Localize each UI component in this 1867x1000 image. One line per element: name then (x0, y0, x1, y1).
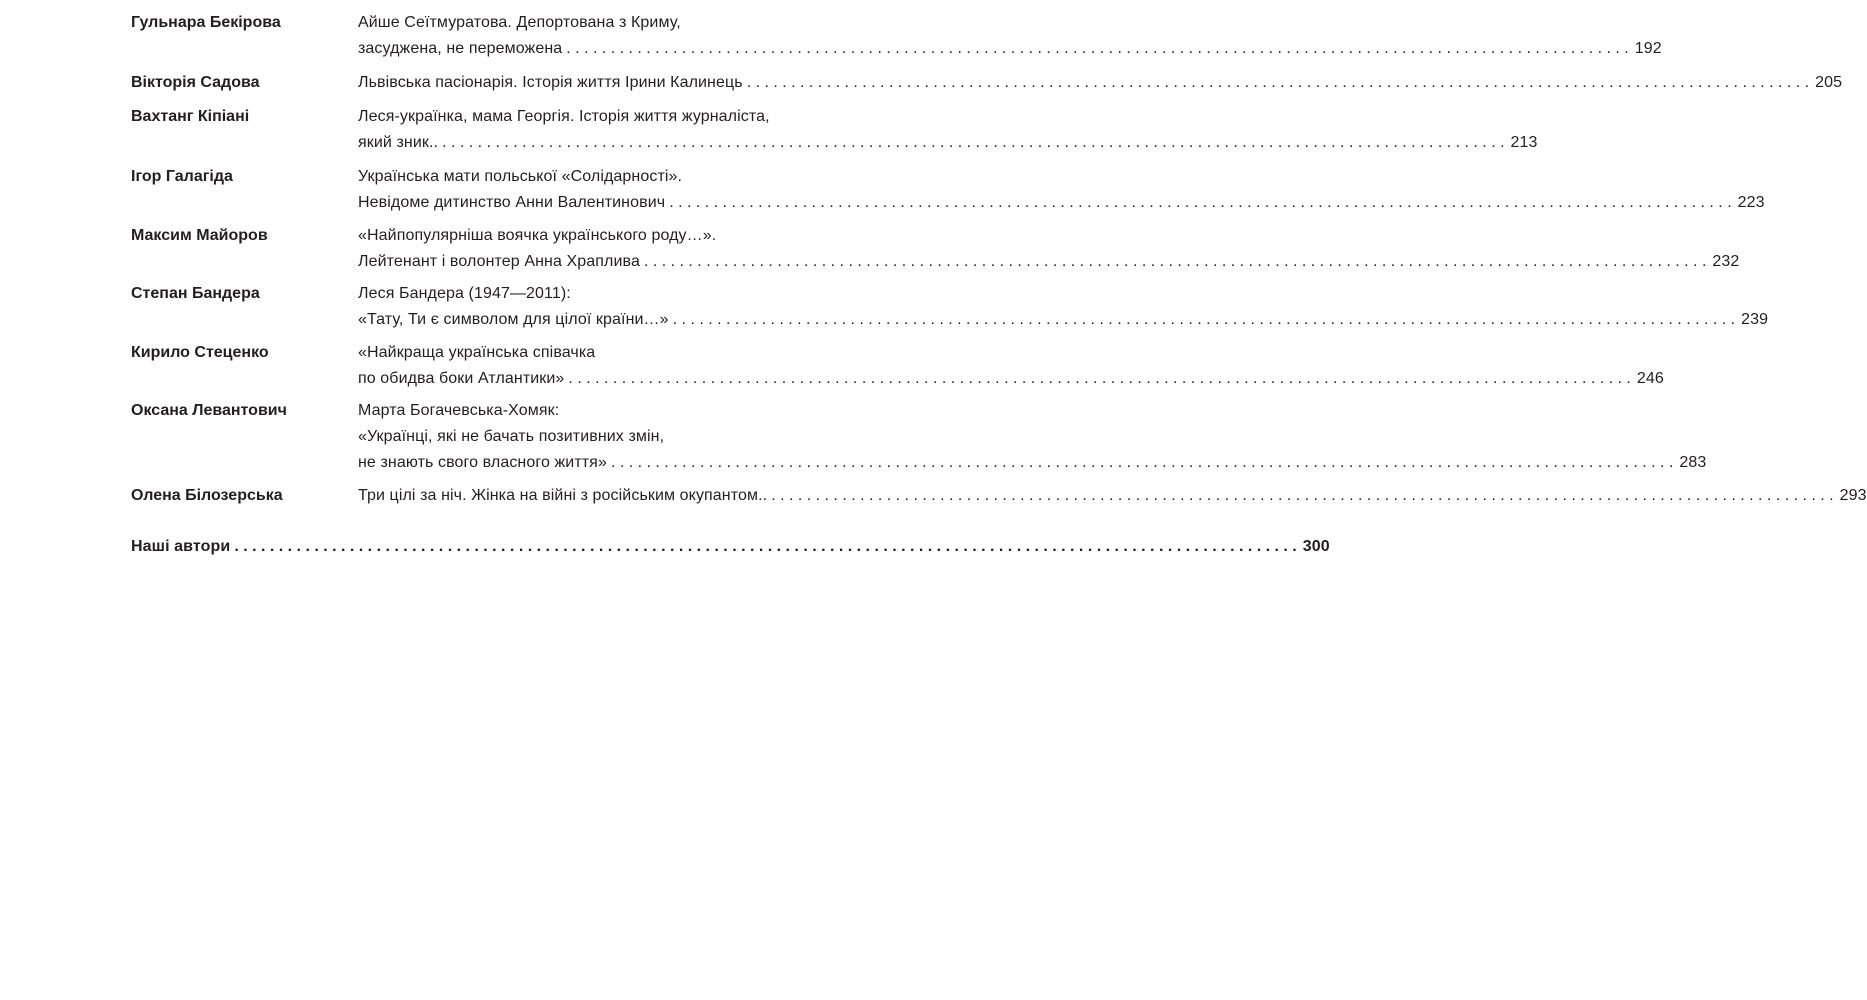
entry-author: Ігор Галагіда (131, 168, 233, 185)
entry-page-number: 239 (1741, 311, 1769, 328)
entry-leader-line (131, 537, 1330, 557)
entry-leader-line (358, 486, 1867, 506)
entry-title-block (358, 13, 1662, 59)
entry-title-block (358, 107, 1538, 153)
entry-title-line: Леся-українка, мама Георгія. Історія життя журналіста, (358, 108, 770, 125)
entry-author: Степан Бандера (131, 285, 260, 302)
entry-page-number: 283 (1679, 454, 1707, 471)
entry-page-number: 300 (1302, 538, 1330, 555)
entry-title-block (358, 401, 1707, 473)
entry-title-line: «Найпопулярніша воячка українського роду…». (358, 227, 717, 244)
entry-title-block (358, 486, 1867, 506)
entry-title-line: який зник.. (358, 134, 439, 151)
dot-leader: . . . . . . . . . . . . . . . . . . . . . . . . . . . . . . . . . . . . . . . . . . . . . . . . . . . . . . . . . . . . . . . . . . . . . . . . . . . . . . . . . . . . . . . . . . . . . . . . . . . . . . . . . . . . . . . . . . . . . . . . (568, 370, 1631, 387)
dot-leader: . . . . . . . . . . . . . . . . . . . . . . . . . . . . . . . . . . . . . . . . . . . . . . . . . . . . . . . . . . . . . . . . . . . . . . . . . . . . . . . . . . . . . . . . . . . . . . . . . . . . . . . . . . . . . . . . . . . . . . . . (442, 134, 1505, 151)
entry-title-line: Лейтенант і волонтер Анна Храплива (358, 253, 640, 270)
entry-author: Максим Майоров (131, 227, 268, 244)
entry-title-line: Львівська пасіонарія. Історія життя Ірини Калинець (358, 74, 743, 91)
entry-title-line: Невідоме дитинство Анни Валентинович (358, 194, 666, 211)
entry-title-block (358, 73, 1843, 93)
entry-author: Олена Білозерська (131, 487, 283, 504)
entry-page-number: 213 (1510, 134, 1538, 151)
entry-page-number: 205 (1815, 74, 1843, 91)
dot-leader: . . . . . . . . . . . . . . . . . . . . . . . . . . . . . . . . . . . . . . . . . . . . . . . . . . . . . . . . . . . . . . . . . . . . . . . . . . . . . . . . . . . . . . . . . . . . . . . . . . . . . . . . . . . . . . . . . . . . . . . . (566, 40, 1629, 57)
entry-title-line: не знають свого власного життя» (358, 454, 607, 471)
toc-final-entry (131, 537, 1330, 557)
dot-leader: . . . . . . . . . . . . . . . . . . . . . . . . . . . . . . . . . . . . . . . . . . . . . . . . . . . . . . . . . . . . . . . . . . . . . . . . . . . . . . . . . . . . . . . . . . . . . . . . . . . . . . . . . . . . . . . . . . . . . . . . (234, 538, 1297, 555)
entry-title-line: по обидва боки Атлантики» (358, 370, 565, 387)
entry-page-number: 232 (1712, 253, 1740, 270)
dot-leader: . . . . . . . . . . . . . . . . . . . . . . . . . . . . . . . . . . . . . . . . . . . . . . . . . . . . . . . . . . . . . . . . . . . . . . . . . . . . . . . . . . . . . . . . . . . . . . . . . . . . . . . . . . . . . . . . . . . . . . . . (669, 194, 1732, 211)
entry-author: Кирило Стеценко (131, 344, 269, 361)
entry-author: Гульнара Бекірова (131, 14, 281, 31)
dot-leader: . . . . . . . . . . . . . . . . . . . . . . . . . . . . . . . . . . . . . . . . . . . . . . . . . . . . . . . . . . . . . . . . . . . . . . . . . . . . . . . . . . . . . . . . . . . . . . . . . . . . . . . . . . . . . . . . . . . . . . . . (672, 311, 1736, 328)
entry-title-line: засуджена, не переможена (358, 40, 563, 57)
entry-title-line: Марта Богачевська-Хомяк: (358, 402, 560, 419)
entry-title-block (358, 343, 1664, 389)
entry-title-line: «Тату, Ти є символом для цілої країни…» (358, 311, 669, 328)
entry-title-line: «Українці, які не бачать позитивних змін, (358, 428, 665, 445)
dot-leader: . . . . . . . . . . . . . . . . . . . . . . . . . . . . . . . . . . . . . . . . . . . . . . . . . . . . . . . . . . . . . . . . . . . . . . . . . . . . . . . . . . . . . . . . . . . . . . . . . . . . . . . . . . . . . . . . . . . . . . . . (746, 74, 1810, 91)
entry-page-number: 293 (1839, 487, 1867, 504)
entry-author: Оксана Левантович (131, 402, 287, 419)
dot-leader: . . . . . . . . . . . . . . . . . . . . . . . . . . . . . . . . . . . . . . . . . . . . . . . . . . . . . . . . . . . . . . . . . . . . . . . . . . . . . . . . . . . . . . . . . . . . . . . . . . . . . . . . . . . . . . . . . . . . . . . . (643, 253, 1707, 270)
entry-leader-line (358, 369, 1664, 389)
entry-title-line: Три цілі за ніч. Жінка на війні з російським окупантом.. (358, 487, 768, 504)
entry-author: Вахтанг Кіпіані (131, 108, 250, 125)
dot-leader: . . . . . . . . . . . . . . . . . . . . . . . . . . . . . . . . . . . . . . . . . . . . . . . . . . . . . . . . . . . . . . . . . . . . . . . . . . . . . . . . . . . . . . . . . . . . . . . . . . . . . . . . . . . . . . . . . . . . . . . . (610, 454, 1674, 471)
dot-leader: . . . . . . . . . . . . . . . . . . . . . . . . . . . . . . . . . . . . . . . . . . . . . . . . . . . . . . . . . . . . . . . . . . . . . . . . . . . . . . . . . . . . . . . . . . . . . . . . . . . . . . . . . . . . . . . . . . . . . . . . (771, 487, 1834, 504)
entry-title-line: «Найкраща українська співачка (358, 344, 596, 361)
entry-leader-line (358, 252, 1740, 272)
entry-leader-line (358, 133, 1538, 153)
entry-leader-line (358, 453, 1707, 473)
entry-title-line: Українська мати польської «Солідарності». (358, 168, 683, 185)
entry-title-block (358, 167, 1765, 213)
entry-leader-line (358, 73, 1843, 93)
entry-title-line: Айше Сеїтмуратова. Депортована з Криму, (358, 14, 681, 31)
entry-leader-line (358, 310, 1769, 330)
entry-page-number: 246 (1636, 370, 1664, 387)
entry-title-line: Леся Бандера (1947—2011): (358, 285, 571, 302)
entry-page-number: 223 (1737, 194, 1765, 211)
entry-leader-line (358, 193, 1765, 213)
entry-author: Вікторія Садова (131, 74, 260, 91)
entry-title-block (358, 226, 1740, 272)
entry-title-block (358, 284, 1769, 330)
entry-page-number: 192 (1634, 40, 1662, 57)
entry-leader-line (358, 39, 1662, 59)
final-entry-label: Наші автори (131, 538, 231, 555)
